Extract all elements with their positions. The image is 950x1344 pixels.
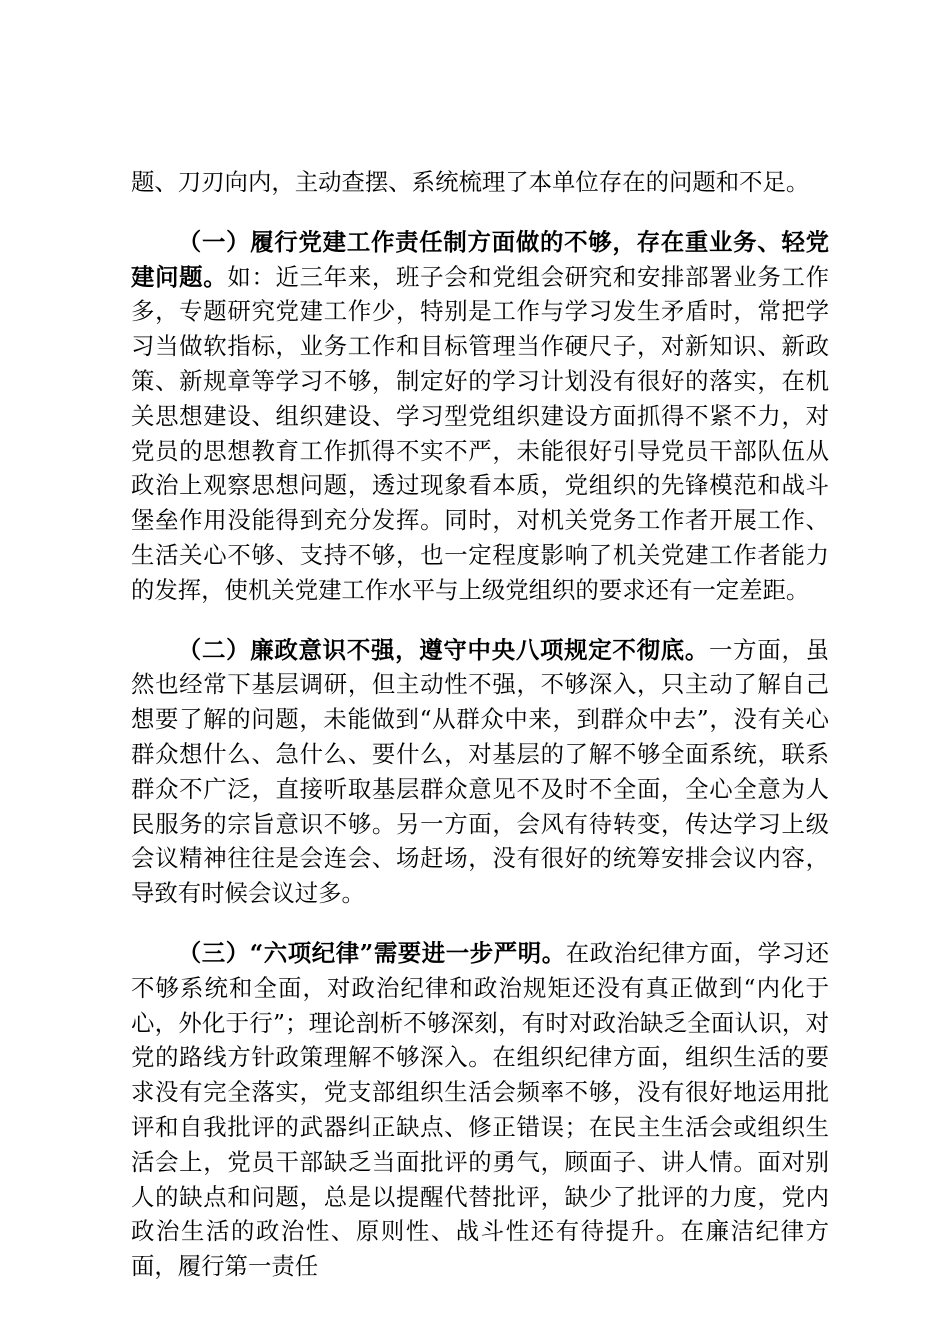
intro-text: 题、刀刃向内，主动查摆、系统梳理了本单位存在的问题和不足。 (131, 168, 810, 196)
paragraph-spacer (131, 608, 829, 633)
section-3-paragraph (131, 936, 829, 1284)
section-3-body: 在政治纪律方面，学习还不够系统和全面，对政治纪律和政治规矩还没有真正做到“内化于心，外化于行”；理论剖析不够深刻，有时对政治缺乏全面认识，对党的路线方针政策理解不够深入。在组织纪律方面，组织生活的要求没有完全落实，党支部组织生活会频率不够，没有很好地运用批评和自我批评的武器纠正缺点、修正错误；在民主生活会或组织生活会上，党员干部缺乏当面批评的勇气，顾面子、讲人情。面对别人的缺点和问题，总是以提醒代替批评，缺少了批评的力度，党内政治生活的政治性、原则性、战斗性还有待提升。在廉洁纪律方面，履行第一责任 (131, 938, 829, 1281)
section-2-paragraph (131, 633, 829, 911)
paragraph-spacer (131, 911, 829, 936)
intro-paragraph (131, 165, 829, 200)
paragraph-spacer (131, 200, 829, 225)
section-2-heading: （二）廉政意识不强，遵守中央八项规定不彻底。 (177, 635, 710, 664)
document-body (131, 165, 829, 1284)
section-2-body: 一方面，虽然也经常下基层调研，但主动性不强，不够深入，只主动了解自己想要了解的问题，未能做到“从群众中来，到群众中去”，没有关心群众想什么、急什么、要什么，对基层的了解不够全面系统，联系群众不广泛，直接听取基层群众意见不及时不全面，全心全意为人民服务的宗旨意识不够。另一方面，会风有待转变，传达学习上级会议精神往往是会连会、场赶场，没有很好的统筹安排会议内容，导致有时候会议过多。 (131, 635, 830, 908)
section-3-heading: （三）“六项纪律”需要进一步严明。 (177, 938, 566, 967)
section-1-heading: （一）履行党建工作责任制方面做的不够，存在重业务、轻党建问题。 (131, 227, 829, 291)
section-1-paragraph (131, 225, 829, 608)
section-1-body: 如：近三年来，班子会和党组会研究和安排部署业务工作多，专题研究党建工作少，特别是工作与学习发生矛盾时，常把学习当做软指标，业务工作和目标管理当作硬尺子，对新知识、新政策、新规章等学习不够，制定好的学习计划没有很好的落实，在机关思想建设、组织建设、学习型党组织建设方面抓得不紧不力，对党员的思想教育工作抓得不实不严，未能很好引导党员干部队伍从政治上观察思想问题，透过现象看本质，党组织的先锋模范和战斗堡垒作用没能得到充分发挥。同时，对机关党务工作者开展工作、生活关心不够、支持不够，也一定程度影响了机关党建工作者能力的发挥，使机关党建工作水平与上级党组织的要求还有一定差距。 (131, 262, 829, 604)
